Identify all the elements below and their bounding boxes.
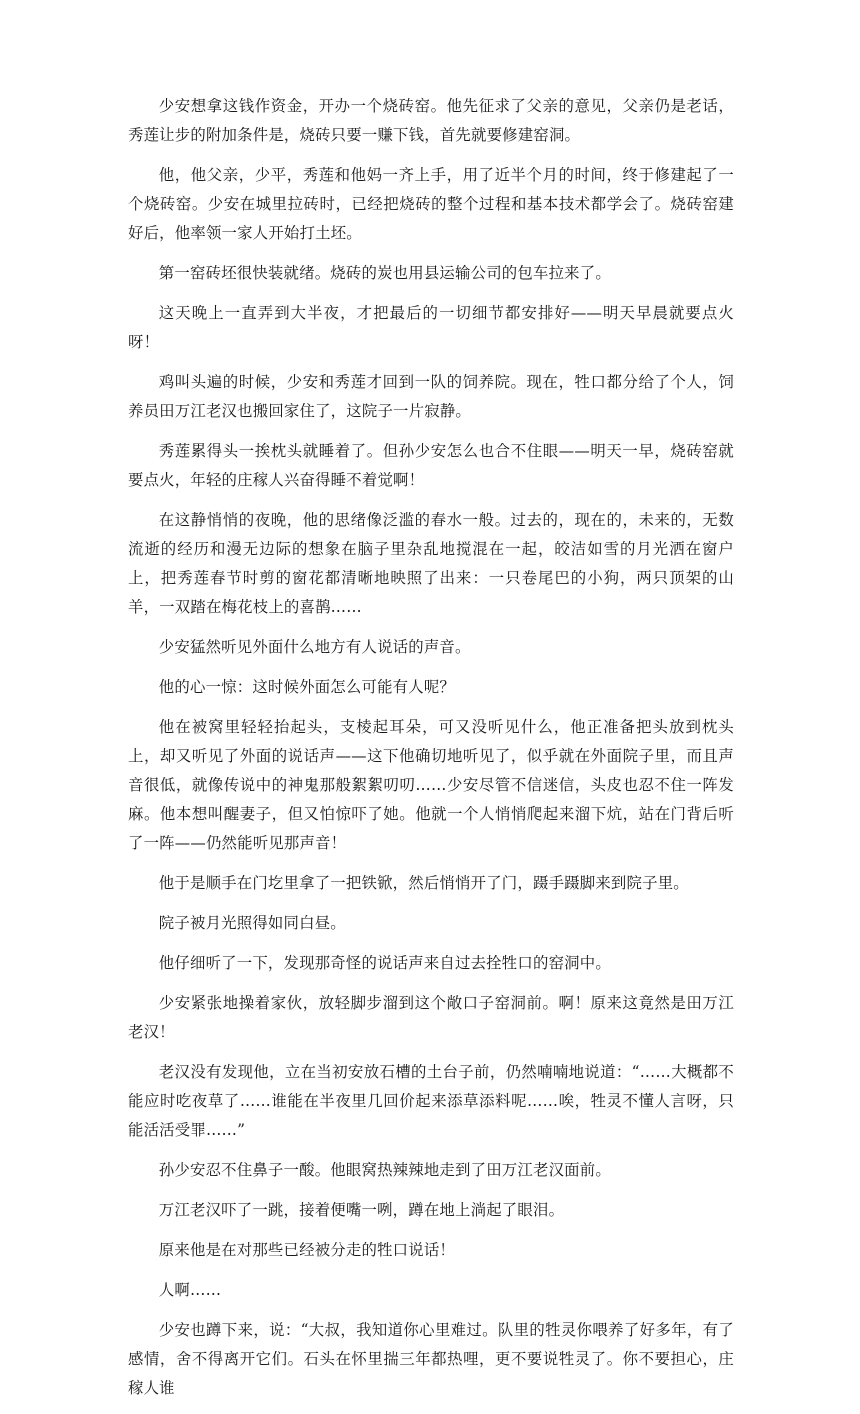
paragraph: 少安也蹲下来，说：“大叔，我知道你心里难过。队里的牲灵你喂养了好多年，有了感情，舍不得离开它们。石头在怀里揣三年都热哩，更不要说牲灵了。你不要担心，庄稼人谁	[128, 1321, 734, 1397]
paragraph: 孙少安忍不住鼻子一酸。他眼窝热辣辣地走到了田万江老汉面前。	[158, 1161, 611, 1179]
paragraph: 少安猛然听见外面什么地方有人说话的声音。	[158, 638, 471, 656]
paragraph: 鸡叫头遍的时候，少安和秀莲才回到一队的饲养院。现在，牲口都分给了个人，饲养员田万江老汉也搬回家住了，这院子一片寂静。	[128, 373, 734, 420]
paragraph: 这天晚上一直弄到大半夜，才把最后的一切细节都安排好——明天早晨就要点火呀！	[128, 304, 734, 351]
paragraph: 老汉没有发现他，立在当初安放石槽的土台子前，仍然喃喃地说道：“……大概都不能应时吃夜草了……谁能在半夜里几回价起来添草添料呢……唉，牲灵不懂人言呀，只能活活受罪……”	[128, 1063, 734, 1139]
paragraph: 人啊……	[158, 1281, 222, 1299]
paragraph: 万江老汉吓了一跳，接着便嘴一咧，蹲在地上淌起了眼泪。	[158, 1201, 565, 1219]
paragraph: 他的心一惊：这时候外面怎么可能有人呢？	[158, 678, 456, 696]
paragraph: 第一窑砖坯很快装就绪。烧砖的炭也用县运输公司的包车拉来了。	[158, 264, 611, 282]
paragraph: 他仔细听了一下，发现那奇怪的说话声来自过去拴牲口的窑洞中。	[158, 954, 611, 972]
paragraph: 原来他是在对那些已经被分走的牲口说话！	[158, 1241, 456, 1259]
paragraph: 少安紧张地操着家伙，放轻脚步溜到这个敞口子窑洞前。啊！原来这竟然是田万江老汉！	[128, 994, 734, 1041]
paragraph: 院子被月光照得如同白昼。	[158, 914, 346, 932]
paragraph: 秀莲累得头一挨枕头就睡着了。但孙少安怎么也合不住眼——明天一早，烧砖窑就要点火，年轻的庄稼人兴奋得睡不着觉啊！	[128, 442, 734, 489]
paragraph: 他于是顺手在门圪里拿了一把铁锨，然后悄悄开了门，蹑手蹑脚来到院子里。	[158, 874, 689, 892]
paragraph: 少安想拿这钱作资金，开办一个烧砖窑。他先征求了父亲的意见，父亲仍是老话，秀莲让步的附加条件是，烧砖只要一赚下钱，首先就要修建窑洞。	[128, 97, 734, 144]
paragraph: 他，他父亲，少平，秀莲和他妈一齐上手，用了近半个月的时间，终于修建起了一个烧砖窑。少安在城里拉砖时，已经把烧砖的整个过程和基本技术都学会了。烧砖窑建好后，他率领一家人开始打土坯。	[128, 166, 734, 242]
paragraph: 他在被窝里轻轻抬起头，支棱起耳朵，可又没听见什么，他正准备把头放到枕头上，却又听见了外面的说话声——这下他确切地听见了，似乎就在外面院子里，而且声音很低，就像传说中的神鬼那般絮絮叨叨……少安尽管不信迷信，头皮也忍不住一阵发麻。他本想叫醒妻子，但又怕惊吓了她。他就一个人悄悄爬起来溜下炕，站在门背后听了一阵——仍然能听见那声音！	[128, 718, 734, 852]
paragraph: 在这静悄悄的夜晚，他的思绪像泛滥的春水一般。过去的，现在的，未来的，无数流逝的经历和漫无边际的想象在脑子里杂乱地搅混在一起，皎洁如雪的月光洒在窗户上，把秀莲春节时剪的窗花都清晰地映照了出来：一只卷尾巴的小狗，两只顶架的山羊，一双踏在梅花枝上的喜鹊……	[128, 511, 734, 616]
